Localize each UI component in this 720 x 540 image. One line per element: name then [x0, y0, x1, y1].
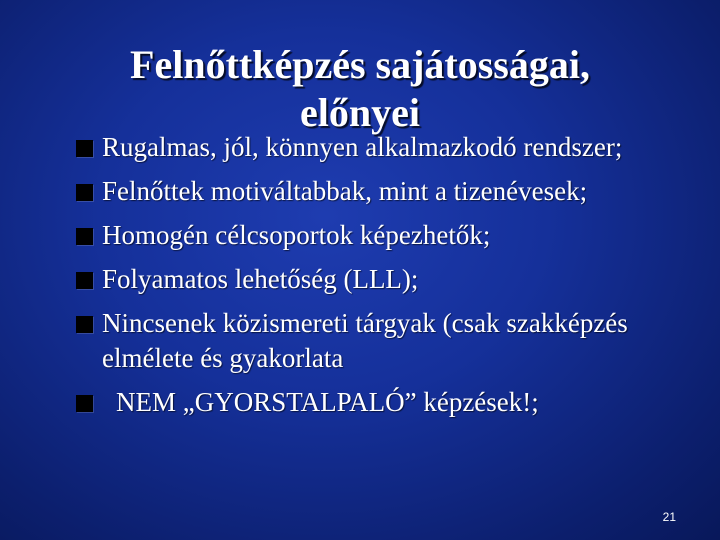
bullet-item — [72, 174, 702, 209]
square-bullet-icon — [76, 316, 93, 333]
bullet-text: Nincsenek közismereti tárgyak (csak szakképzés elmélete és gyakorlata — [102, 308, 628, 373]
bullet-item — [72, 385, 702, 420]
bullet-list — [72, 130, 702, 429]
bullet-text: Felnőttek motiváltabbak, mint a tizenévesek; — [102, 176, 588, 206]
bullet-text: Rugalmas, jól, könnyen alkalmazkodó rendszer; — [102, 132, 623, 162]
slide-title-line-1: Felnőttképzés sajátosságai, — [130, 41, 590, 87]
bullet-item — [72, 218, 702, 253]
bullet-item — [72, 306, 702, 376]
bullet-text: NEM „GYORSTALPALÓ” képzések!; — [116, 387, 539, 417]
square-bullet-icon — [76, 272, 93, 289]
square-bullet-icon — [76, 228, 93, 245]
square-bullet-icon — [76, 140, 93, 157]
bullet-text: Homogén célcsoportok képezhetők; — [102, 220, 491, 250]
page-number: 21 — [662, 510, 676, 524]
slide-title — [40, 41, 680, 137]
square-bullet-icon — [76, 395, 93, 412]
square-bullet-icon — [76, 184, 93, 201]
bullet-text: Folyamatos lehetőség (LLL); — [102, 264, 419, 294]
bullet-item — [72, 262, 702, 297]
bullet-item — [72, 130, 702, 165]
slide-title-line-2: előnyei — [300, 89, 420, 135]
